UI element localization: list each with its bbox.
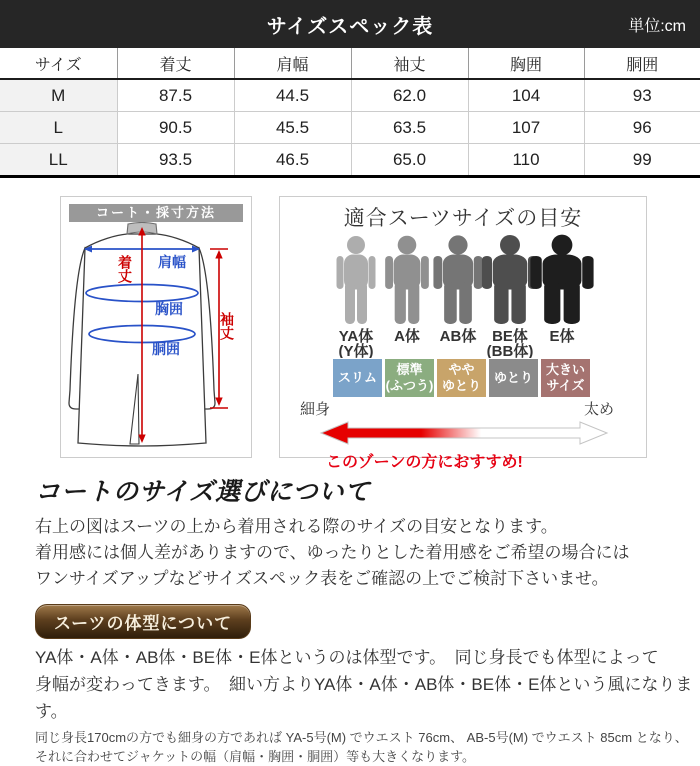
col-header-sleeve: 袖丈 — [351, 48, 468, 79]
table-cell: 90.5 — [117, 112, 234, 144]
col-header-chest: 胸囲 — [468, 48, 584, 79]
row-size-label: LL — [0, 144, 117, 177]
figure-silhouette-be — [482, 235, 538, 324]
table-cell: 104 — [468, 79, 584, 112]
size-note-line: ワンサイズアップなどサイズスペック表をご確認の上でご検討下さいませ。 — [35, 569, 609, 588]
table-row — [0, 79, 700, 112]
col-header-shoulder: 肩幅 — [234, 48, 351, 79]
unit-label: 単位:cm — [628, 17, 686, 35]
body-axis-row — [300, 398, 614, 419]
shoulder-width-label: 肩幅 — [158, 254, 186, 270]
back-length-label: 着丈 — [117, 255, 133, 283]
waist-girth-label: 胴囲 — [152, 341, 180, 357]
body-type-lines — [35, 644, 700, 725]
chip-label: 大きい — [545, 362, 585, 377]
size-note-section — [35, 472, 700, 592]
chip-label2: ゆとり — [441, 378, 481, 393]
fit-chip-loose — [489, 359, 538, 397]
chip-label: スリム — [337, 370, 377, 385]
table-row — [0, 112, 700, 144]
figure-sublabel-be: (BB体) — [486, 343, 534, 358]
table-row — [0, 144, 700, 177]
body-type-section — [35, 604, 700, 766]
table-cell: 99 — [584, 144, 700, 177]
fit-guide-title: 適合スーツサイズの目安 — [343, 207, 583, 230]
table-cell: 63.5 — [351, 112, 468, 144]
table-header-row — [0, 48, 700, 79]
figure-silhouette-ab — [433, 235, 482, 324]
body-type-small-line: 同じ身長170cmの方でも細身の方であれば YA-5号(M) でウエスト 76cm、 AB-5号(M) でウエスト 85cm となり、 — [35, 730, 688, 745]
sleeve-arrow-top — [215, 250, 222, 259]
figure-label-ab: AB体 — [439, 328, 477, 345]
figure-label-ya: YA体 — [338, 328, 374, 345]
body-type-badge: スーツの体型について — [35, 604, 251, 639]
size-note-lines — [35, 514, 700, 592]
recommend-range-arrow — [318, 420, 610, 446]
body-type-figures — [280, 234, 648, 358]
spec-table-title: サイズスペック表 — [266, 15, 434, 38]
figure-silhouette-a — [385, 236, 429, 324]
body-type-small-lines — [35, 728, 700, 766]
figure-label-a: A体 — [394, 328, 420, 345]
size-note-line: 右上の図はスーツの上から着用される際のサイズの目安となります。 — [35, 517, 558, 536]
coat-diagram — [61, 222, 251, 452]
chip-label2: (ふつう) — [385, 378, 434, 393]
chip-label2: サイズ — [546, 378, 585, 393]
figure-label-e: E体 — [549, 328, 575, 345]
fit-chip-slim — [333, 359, 382, 397]
row-size-label: M — [0, 79, 117, 112]
size-note-line: 着用感には個人差がありますので、ゆったりとした着用感をご希望の場合には — [35, 543, 630, 562]
col-header-waist: 胴囲 — [584, 48, 700, 79]
col-header-size: サイズ — [0, 48, 117, 79]
double-arrow-shape — [321, 422, 607, 444]
table-cell: 110 — [468, 144, 584, 177]
figure-silhouette-e — [530, 235, 593, 324]
fit-chip-standard — [385, 359, 434, 397]
coat-measure-panel — [60, 196, 252, 458]
chip-label: ゆとり — [493, 370, 533, 385]
spec-table-header-bar — [0, 0, 700, 48]
table-cell: 46.5 — [234, 144, 351, 177]
sleeve-length-label: 袖丈 — [219, 312, 235, 340]
table-cell: 93 — [584, 79, 700, 112]
chip-label: やや — [448, 362, 475, 377]
body-type-line: 身幅が変わってきます。 細い方よりYA体・A体・AB体・BE体・E体という風になります。 — [35, 675, 693, 721]
table-cell: 107 — [468, 112, 584, 144]
body-type-small-line: それに合わせてジャケットの幅（肩幅・胸囲・胴囲）等も大きくなります。 — [35, 749, 476, 764]
figure-sublabel-ya: (Y体) — [338, 343, 374, 358]
row-size-label: L — [0, 112, 117, 144]
axis-slim-label: 細身 — [300, 401, 331, 418]
body-type-line: YA体・A体・AB体・BE体・E体というのは体型です。 同じ身長でも体型によって — [35, 648, 659, 667]
table-cell: 96 — [584, 112, 700, 144]
sleeve-arrow-bottom — [215, 398, 222, 407]
table-cell: 87.5 — [117, 79, 234, 112]
table-cell: 62.0 — [351, 79, 468, 112]
size-spec-table — [0, 48, 700, 178]
middle-section — [0, 196, 700, 471]
table-cell: 93.5 — [117, 144, 234, 177]
axis-thick-label: 太め — [583, 401, 614, 418]
col-header-length: 着丈 — [117, 48, 234, 79]
table-cell: 45.5 — [234, 112, 351, 144]
table-cell: 44.5 — [234, 79, 351, 112]
chip-label: 標準 — [396, 362, 423, 377]
fit-guide-panel — [279, 196, 647, 471]
figure-label-be: BE体 — [492, 328, 528, 345]
fit-chip-slightly-loose — [437, 359, 486, 397]
recommend-text: このゾーンの方におすすめ! — [326, 454, 523, 471]
fit-chip-large — [541, 359, 590, 397]
size-note-heading: コートのサイズ選びについて — [35, 479, 371, 506]
fit-chips-row — [333, 359, 646, 397]
chest-girth-label: 胸囲 — [155, 301, 183, 317]
coat-measure-title: コート・採寸方法 — [69, 204, 243, 222]
table-cell: 65.0 — [351, 144, 468, 177]
figure-silhouette-ya — [337, 236, 376, 324]
